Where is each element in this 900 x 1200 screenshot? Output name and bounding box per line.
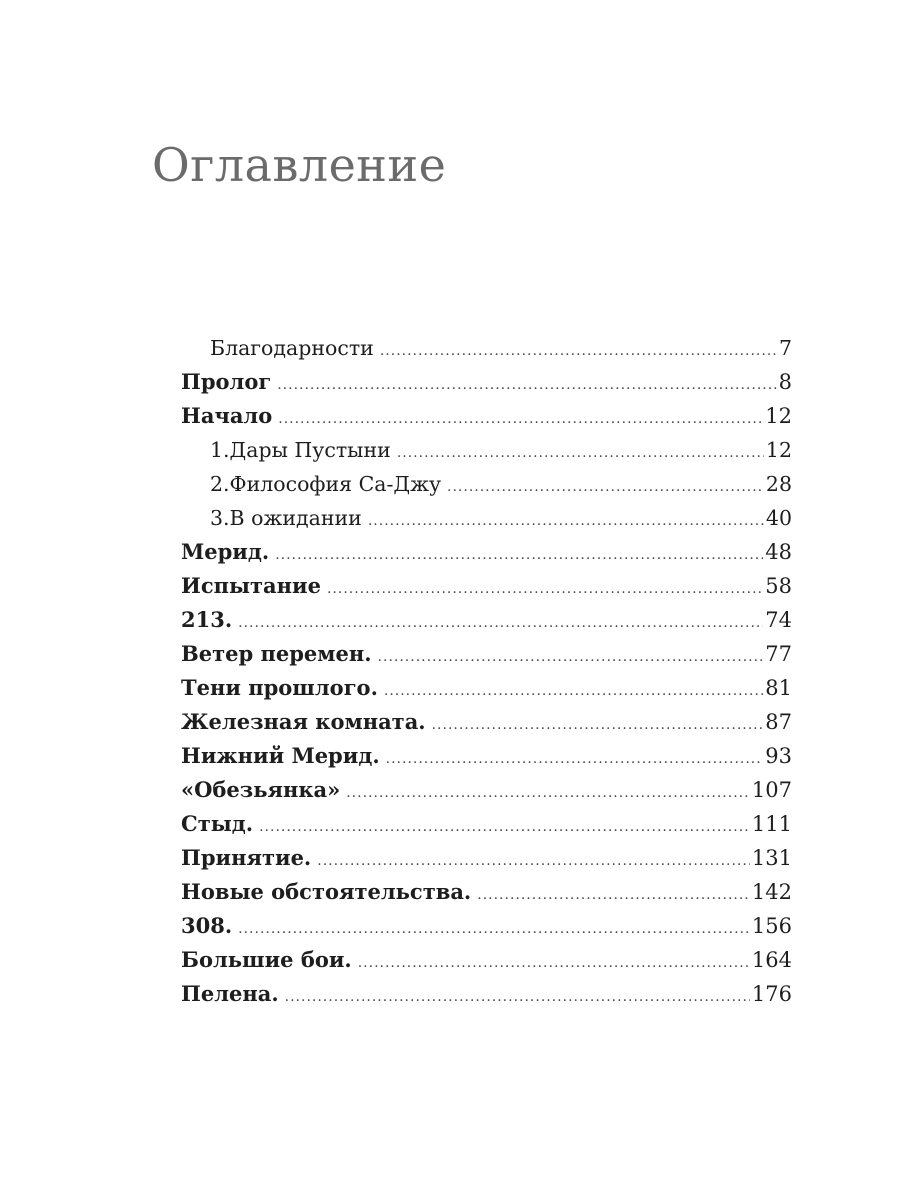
toc-entry-page: 40 [765, 506, 792, 530]
toc-entry[interactable] [181, 331, 792, 365]
toc-entry-page: 12 [765, 404, 792, 428]
toc-entry[interactable] [181, 467, 792, 501]
toc-entry-page: 111 [751, 812, 792, 836]
toc-entry-page: 131 [751, 846, 792, 870]
toc-entry-label: 213. [181, 607, 233, 632]
toc-entry-label: Благодарности [210, 336, 374, 360]
toc-entry-label: Ветер перемен. [181, 641, 372, 666]
toc-entry-page: 164 [751, 948, 792, 972]
toc-entry-page: 142 [751, 880, 792, 904]
toc-entry-page: 28 [765, 472, 792, 496]
toc-entry-label: 3.В ожидании [210, 506, 362, 530]
toc-entry-page: 156 [751, 914, 792, 938]
toc-dot-leader [238, 912, 750, 946]
toc-dot-leader [358, 946, 750, 980]
toc-entry-page: 74 [765, 608, 792, 632]
toc-entry[interactable] [181, 569, 792, 603]
toc-entry[interactable] [181, 365, 792, 399]
toc-entry-page: 77 [765, 642, 792, 666]
toc-entry-label: «Обезьянка» [181, 777, 341, 802]
toc-entry-page: 12 [765, 438, 792, 462]
toc-entry-page: 48 [765, 540, 792, 564]
toc-entry[interactable] [181, 603, 792, 637]
toc-entry[interactable] [181, 535, 792, 569]
toc-dot-leader [432, 708, 764, 742]
toc-dot-leader [285, 980, 750, 1014]
toc-entry-page: 93 [765, 744, 792, 768]
toc-entry-page: 107 [751, 778, 792, 802]
toc-entry-page: 87 [765, 710, 792, 734]
toc-entry-label: Начало [181, 403, 273, 428]
toc-entry-label: Пелена. [181, 981, 279, 1006]
toc-dot-leader [277, 368, 776, 402]
toc-entry-label: Нижний Мерид. [181, 743, 380, 768]
toc-entry-label: Большие бои. [181, 947, 352, 972]
toc-entry-label: Принятие. [181, 845, 312, 870]
toc-dot-leader [380, 334, 777, 368]
toc-entry[interactable] [181, 501, 792, 535]
toc-entry[interactable] [181, 977, 792, 1011]
toc-dot-leader [346, 776, 750, 810]
toc-entry[interactable] [181, 773, 792, 807]
toc-entry-label: 1.Дары Пустыни [210, 438, 391, 462]
page-title: Оглавление [152, 138, 447, 192]
toc-entry[interactable] [181, 943, 792, 977]
toc-entry-page: 58 [765, 574, 792, 598]
toc-dot-leader [259, 810, 750, 844]
toc-entry[interactable] [181, 841, 792, 875]
toc-entry-label: Стыд. [181, 811, 254, 836]
table-of-contents [181, 331, 792, 1011]
toc-entry[interactable] [181, 807, 792, 841]
toc-dot-leader [397, 436, 764, 470]
toc-entry[interactable] [181, 875, 792, 909]
toc-dot-leader [386, 742, 764, 776]
toc-entry[interactable] [181, 739, 792, 773]
toc-dot-leader [477, 878, 750, 912]
toc-dot-leader [368, 504, 764, 538]
toc-dot-leader [447, 470, 764, 504]
toc-entry[interactable] [181, 671, 792, 705]
toc-entry-label: 2.Философия Са-Джу [210, 472, 442, 496]
toc-dot-leader [317, 844, 750, 878]
toc-dot-leader [278, 402, 763, 436]
toc-entry-label: Испытание [181, 573, 321, 598]
toc-entry-label: Пролог [181, 369, 272, 394]
toc-entry-label: Новые обстоятельства. [181, 879, 472, 904]
toc-entry-label: 308. [181, 913, 233, 938]
toc-dot-leader [384, 674, 763, 708]
toc-entry-page: 8 [778, 370, 792, 394]
toc-dot-leader [275, 538, 763, 572]
toc-dot-leader [327, 572, 763, 606]
toc-entry-page: 176 [751, 982, 792, 1006]
toc-entry[interactable] [181, 705, 792, 739]
toc-entry-label: Железная комната. [181, 709, 426, 734]
toc-dot-leader [378, 640, 764, 674]
toc-entry-label: Мерид. [181, 539, 270, 564]
toc-dot-leader [238, 606, 763, 640]
toc-entry[interactable] [181, 637, 792, 671]
toc-entry[interactable] [181, 399, 792, 433]
toc-entry-page: 81 [765, 676, 792, 700]
toc-entry-label: Тени прошлого. [181, 675, 378, 700]
toc-entry-page: 7 [778, 336, 792, 360]
toc-entry[interactable] [181, 433, 792, 467]
toc-entry[interactable] [181, 909, 792, 943]
